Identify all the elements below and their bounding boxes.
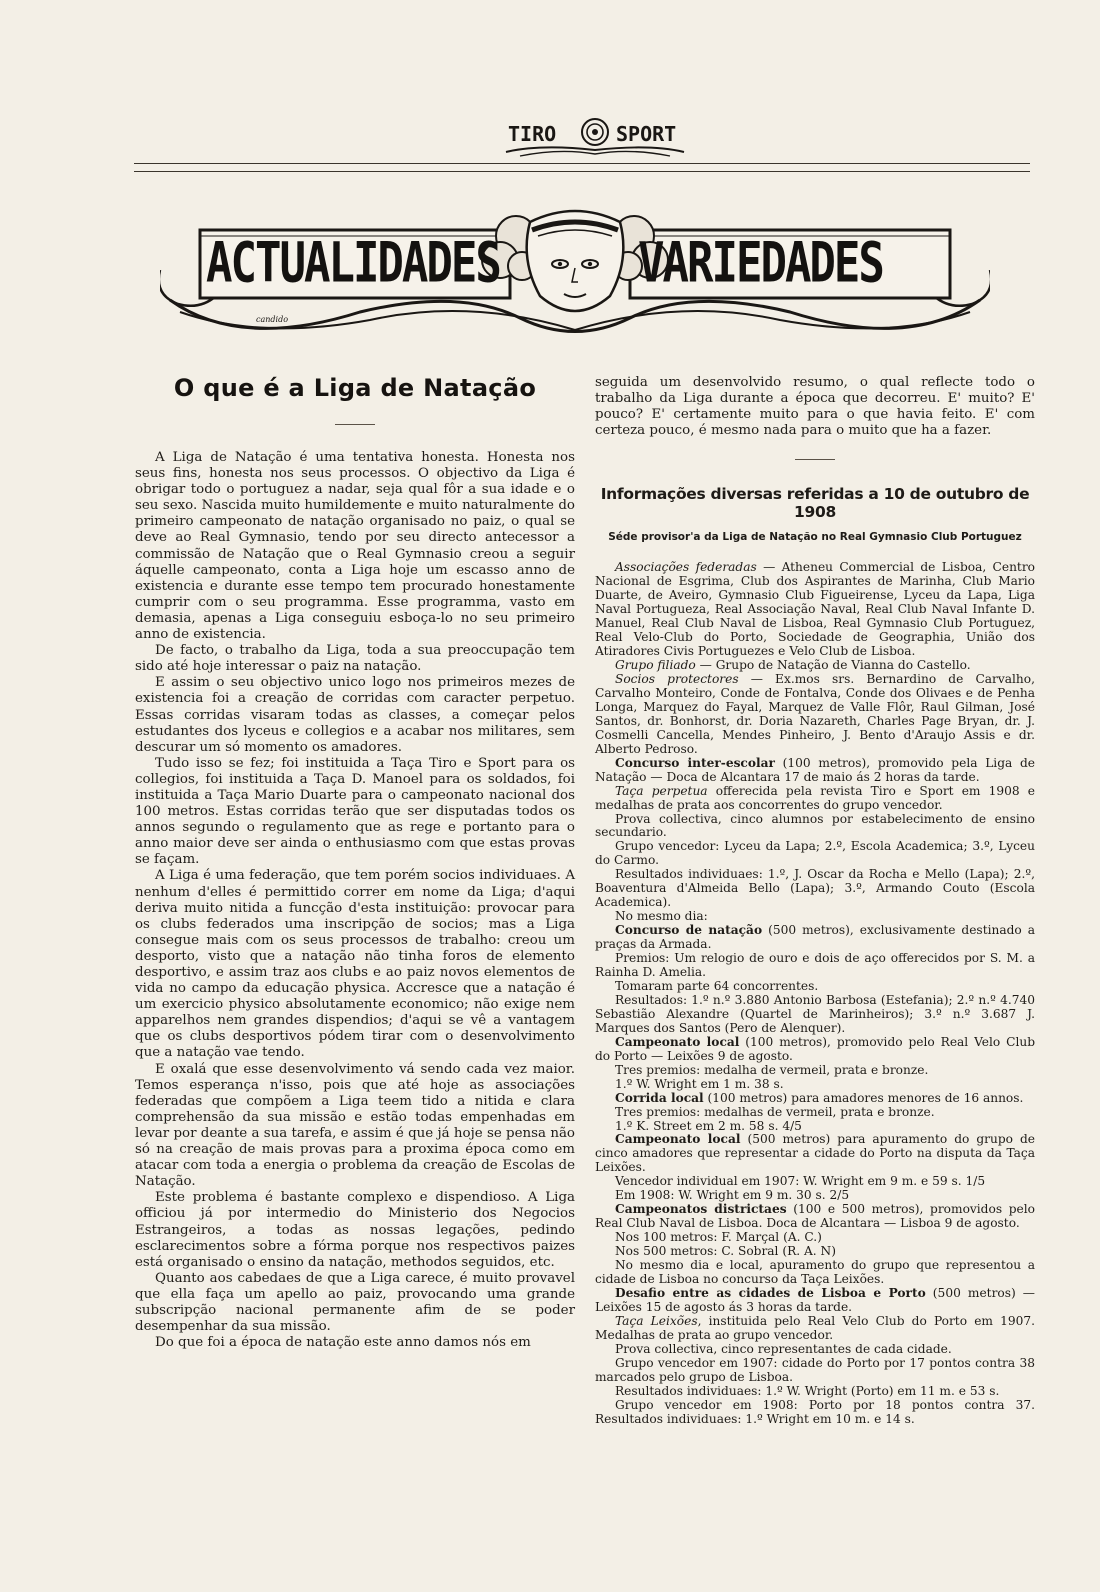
- info-entry: [595, 1259, 1035, 1287]
- entry-text: Grupo vencedor: Lyceu da Lapa; 2.º, Escola Academica; 3.º, Lyceu do Carmo.: [595, 839, 1035, 868]
- entry-text: Em 1908: W. Wright em 9 m. 30 s. 2/5: [615, 1188, 850, 1203]
- article-column-right: [595, 375, 1035, 1426]
- entry-lead: Corrida local: [615, 1090, 704, 1105]
- tiro-sport-logo: [500, 114, 690, 160]
- banner-title-left: ACTUALIDADES: [206, 231, 500, 296]
- info-entry: [595, 1189, 1035, 1203]
- info-entry: [595, 980, 1035, 994]
- info-entry: [595, 840, 1035, 868]
- info-entry: [595, 910, 1035, 924]
- article-paragraph: Quanto aos cabedaes de que a Liga carece, é muito provavel que ella faça um apello ao paiz, provocando uma grande subscripção nacional permanente afim de se poder desempenhar da sua missão.: [135, 1270, 575, 1335]
- entry-text: (500 metros), exclusivamente destinado a praças da Armada.: [595, 923, 1035, 952]
- article-paragraph: E oxalá que esse desenvolvimento vá sendo cada vez maior. Temos esperança n'isso, pois que até hoje as associações federadas que compõem a Liga teem tido a nitida e clara comprehensão da sua missão e estão todas empenhadas em levar por deante a sua tarefa, e assim é que já hoje se pensa não só na creação de mais provas para a proxima época como em atacar com toda a energia o problema da creação de Escolas de Natação.: [135, 1061, 575, 1190]
- article-paragraph: Este problema é bastante complexo e dispendioso. A Liga officiou já por intermedio do Ministerio dos Negocios Estrangeiros, a todas as nossas legações, pedindo esclarecimentos sobre a fórma porque nos respectivos paizes está organisado o ensino da natação, methodos seguidos, etc.: [135, 1190, 575, 1270]
- info-entry: [595, 952, 1035, 980]
- entry-text: 1.º K. Street em 2 m. 58 s. 4/5: [615, 1118, 802, 1133]
- entry-text: Resultados individuaes: 1.º, J. Oscar da Rocha e Mello (Lapa); 2.º, Boaventura d'Almeida Bello (Lapa); 3.º, Armando Couto (Escola Academica).: [595, 867, 1035, 910]
- entry-text: (100 metros), promovido pelo Real Velo Club do Porto — Leixões 9 de agosto.: [595, 1034, 1035, 1063]
- entry-text: Grupo vencedor em 1908: Porto por 18 pontos contra 37. Resultados individuaes: 1.º Wright em 10 m. e 14 s.: [595, 1397, 1035, 1426]
- entry-lead: Campeonato local: [615, 1034, 740, 1049]
- entry-text: Nos 100 metros: F. Marçal (A. C.): [615, 1230, 822, 1245]
- entry-text: Tres premios: medalha de vermeil, prata e bronze.: [615, 1062, 929, 1077]
- entry-lead: Concurso inter-escolar: [615, 755, 775, 770]
- entry-text: Resultados individuaes: 1.º W. Wright (Porto) em 11 m. e 53 s.: [615, 1383, 1000, 1398]
- info-entry: [595, 1064, 1035, 1078]
- article-title: O que é a Liga de Natação: [173, 374, 537, 402]
- info-entry: [595, 924, 1035, 952]
- entry-text: Nos 500 metros: C. Sobral (R. A. N): [615, 1244, 836, 1259]
- info-entry: [595, 994, 1035, 1036]
- info-entry: [595, 1245, 1035, 1259]
- entry-text: (100 e 500 metros), promovidos pelo Real Club Naval de Lisboa. Doca de Alcantara — Lisboa 9 de agosto.: [595, 1202, 1035, 1231]
- info-entry: [595, 1343, 1035, 1357]
- entry-text: (100 metros) para amadores menores de 16 annos.: [703, 1090, 1024, 1105]
- banner-title-right: VARIEDADES: [638, 231, 883, 296]
- info-entries: [595, 561, 1035, 1426]
- entry-text: 1.º W. Wright em 1 m. 38 s.: [615, 1076, 784, 1091]
- title-rule: [335, 424, 375, 425]
- entry-lead: Grupo filiado: [615, 658, 696, 673]
- article-paragraph: Do que foi a época de natação este anno damos nós em: [155, 1335, 531, 1351]
- svg-text:SPORT: SPORT: [616, 122, 677, 146]
- info-entry: [595, 1036, 1035, 1064]
- article-column-left: [135, 370, 575, 1351]
- article-paragraph: A Liga de Natação é uma tentativa honesta. Honesta nos seus fins, honesta nos seus processos. O objectivo da Liga é obrigar todo o portuguez a nadar, seja qual fôr a sua idade e o seu sexo. Nascida muito humildemente e muito naturalmente do primeiro campeonato de natação organisado no paiz, o qual se deve ao Real Gymnasio, tendo por seu directo antecessor a commissão de Natação que o Real Gymnasio creou a seguir áquelle campeonato, conta a Liga hoje um escasso anno de existencia e durante esse tempo tem procurado honestamente cumprir com o seu programma. Esse programma, vasto em demasia, apenas a Liga conseguiu esboça-lo no seu primeiro anno de existencia.: [135, 450, 575, 643]
- info-entry: [595, 1385, 1035, 1399]
- section-banner: [160, 200, 990, 350]
- entry-lead: Socios protectores: [615, 672, 739, 686]
- info-entry: [595, 1106, 1035, 1120]
- entry-text: Prova collectiva, cinco representantes de cada cidade.: [615, 1341, 952, 1356]
- entry-text: Prova collectiva, cinco alumnos por estabelecimento de ensino secundario.: [595, 811, 1035, 840]
- article-paragraph: E assim o seu objectivo unico logo nos primeiros mezes de existencia foi a creação de corridas com caracter perpetuo. Essas corridas visaram todas as classes, a começar pelos estudantes dos lyceus e collegios e a acabar nos militares, sem descurar um só momento os amadores.: [135, 675, 575, 755]
- header-rule: [134, 163, 1030, 172]
- entry-text: Premios: Um relogio de ouro e dois de aço offerecidos por S. M. a Rainha D. Amelia.: [595, 951, 1035, 980]
- info-entry: [595, 673, 1035, 757]
- info-entry: [595, 1120, 1035, 1134]
- info-subheading: Séde provisor'a da Liga de Natação no Real Gymnasio Club Portuguez: [608, 531, 1022, 544]
- entry-text: No mesmo dia:: [615, 909, 708, 924]
- info-entry: [595, 1078, 1035, 1092]
- info-entry: [595, 868, 1035, 910]
- info-entry: [595, 659, 1035, 673]
- entry-text: , instituida pelo Real Velo Club do Porto em 1907. Medalhas de prata ao grupo vencedor.: [595, 1313, 1035, 1342]
- svg-text:TIRO: TIRO: [508, 122, 557, 146]
- entry-lead: Associações federadas: [615, 560, 757, 575]
- article-paragraph: A Liga é uma federação, que tem porém socios individuaes. A nenhum d'elles é permittido correr em nome da Liga; d'aqui deriva muito nitida a funcção d'esta instituição: provocar para os clubs federados uma inscripção de socios; mas a Liga consegue mais com os seus processos de trabalho: creou um desporto, visto que a natação não tinha foros de elemento desportivo, e assim traz aos clubs e ao paiz novos elementos de vida no campo da educação physica. Accresce que a natação é um exercicio physico absolutamente economico; não exige nem apparelhos nem grandes dispendios; d'aqui se vê a vantagem que os clubs desportivos pódem tirar com o desenvolvimento que a natação vae tendo.: [135, 868, 575, 1061]
- info-entry: [595, 785, 1035, 813]
- entry-text: — Ex.mos srs. Bernardino de Carvalho, Carvalho Monteiro, Conde de Fontalva, Conde dos Olivaes e de Penha Longa, Marquez do Fayal, Marquez de Valle Flôr, Raul Gilman, José Santos, dr. Bonhorst, dr. Doria Nazareth, Charles Page Bryan, dr. J. Cosmelli Cancella, Mendes Pinheiro, J. Bento d'Araujo Assis e dr. Alberto Pedroso.: [595, 672, 1035, 756]
- entry-text: — Grupo de Natação de Vianna do Castello.: [695, 658, 971, 673]
- info-entry: [595, 1287, 1035, 1315]
- info-entry: [595, 1231, 1035, 1245]
- entry-lead: Taça perpetua: [615, 783, 708, 798]
- info-entry: [595, 1399, 1035, 1427]
- info-entry: [595, 1133, 1035, 1175]
- entry-text: offerecida pela revista Tiro e Sport em 1908 e medalhas de prata aos concorrentes do grupo vencedor.: [595, 783, 1036, 812]
- entry-text: Resultados: 1.º n.º 3.880 Antonio Barbosa (Estefania); 2.º n.º 4.740 Sebastião Alexandre (Quartel de Marinheiros); 3.º n.º 3.687 J. Marques dos Santos (Pero de Alenquer).: [595, 992, 1035, 1035]
- entry-text: (500 metros) para apuramento do grupo de cinco amadores que representar a cidade do Porto na disputa da Taça Leixões.: [595, 1132, 1035, 1175]
- entry-text: — Atheneu Commercial de Lisboa, Centro Nacional de Esgrima, Club dos Aspirantes de Marinha, Club Mario Duarte, de Aveiro, Gymnasio Club Figueirense, Lyceu da Lapa, Liga Naval Portugueza, Real Associação Naval, Real Club Naval Infante D. Manuel, Real Club Naval de Lisboa, Real Gymnasio Club Portuguez, Real Velo-Club do Porto, Sociedade de Geographia, União dos Atiradores Civis Portuguezes e Velo Club de Lisboa.: [595, 560, 1035, 659]
- info-entry: [595, 757, 1035, 785]
- article-paragraph: Tudo isso se fez; foi instituida a Taça Tiro e Sport para os collegios, foi instituida a Taça D. Manoel para os soldados, foi instituida a Taça Mario Duarte para o campeonato nacional dos 100 metros. Estas corridas terão que ser disputadas todos os annos segundo o regulamento que as rege e portanto para o anno maior deve ser ainda o enthusiasmo com que estas provas se façam.: [135, 755, 575, 868]
- info-entry: [595, 1092, 1035, 1106]
- info-entry: [595, 1203, 1035, 1231]
- entry-text: Tres premios: medalhas de vermeil, prata e bronze.: [615, 1104, 935, 1119]
- info-entry: [595, 1315, 1035, 1343]
- info-entry: [595, 1357, 1035, 1385]
- info-entry: [595, 1175, 1035, 1189]
- section-rule: [795, 459, 835, 460]
- entry-text: No mesmo dia e local, apuramento do grupo que representou a cidade de Lisboa no concurso da Taça Leixões.: [595, 1258, 1035, 1286]
- article-body: [135, 450, 575, 1351]
- info-entry: [595, 561, 1035, 659]
- article-continuation: seguida um desenvolvido resumo, o qual reflecte todo o trabalho da Liga durante a época que decorreu. E' muito? E' pouco? E' certamente muito para o que havia feito. E' com certeza pouco, é mesmo nada para o muito que ha a fazer.: [595, 375, 1035, 439]
- article-paragraph: De facto, o trabalho da Liga, toda a sua preoccupação tem sido até hoje interessar o paiz na natação.: [135, 643, 575, 675]
- entry-text: Grupo vencedor em 1907: cidade do Porto por 17 pontos contra 38 marcados pelo grupo de Lisboa.: [595, 1355, 1035, 1384]
- info-heading: Informações diversas referidas a 10 de outubro de 1908: [600, 485, 1030, 522]
- entry-text: Tomaram parte 64 concorrentes.: [615, 978, 819, 993]
- entry-lead: Campeonato local: [615, 1132, 741, 1147]
- info-entry: [595, 813, 1035, 841]
- entry-lead: Concurso de natação: [615, 923, 763, 938]
- entry-text: (500 metros) — Leixões 15 de agosto ás 3 horas da tarde.: [595, 1285, 1035, 1314]
- entry-lead: Taça Leixões: [615, 1313, 698, 1328]
- entry-text: (100 metros), promovido pela Liga de Natação — Doca de Alcantara 17 de maio ás 2 horas da tarde.: [595, 755, 1035, 784]
- entry-lead: Campeonatos districtaes: [615, 1202, 787, 1217]
- entry-text: Vencedor individual em 1907: W. Wright em 9 m. e 59 s. 1/5: [615, 1174, 986, 1189]
- artist-signature: candido: [256, 315, 289, 324]
- entry-lead: Desafio entre as cidades de Lisboa e Porto: [615, 1285, 926, 1300]
